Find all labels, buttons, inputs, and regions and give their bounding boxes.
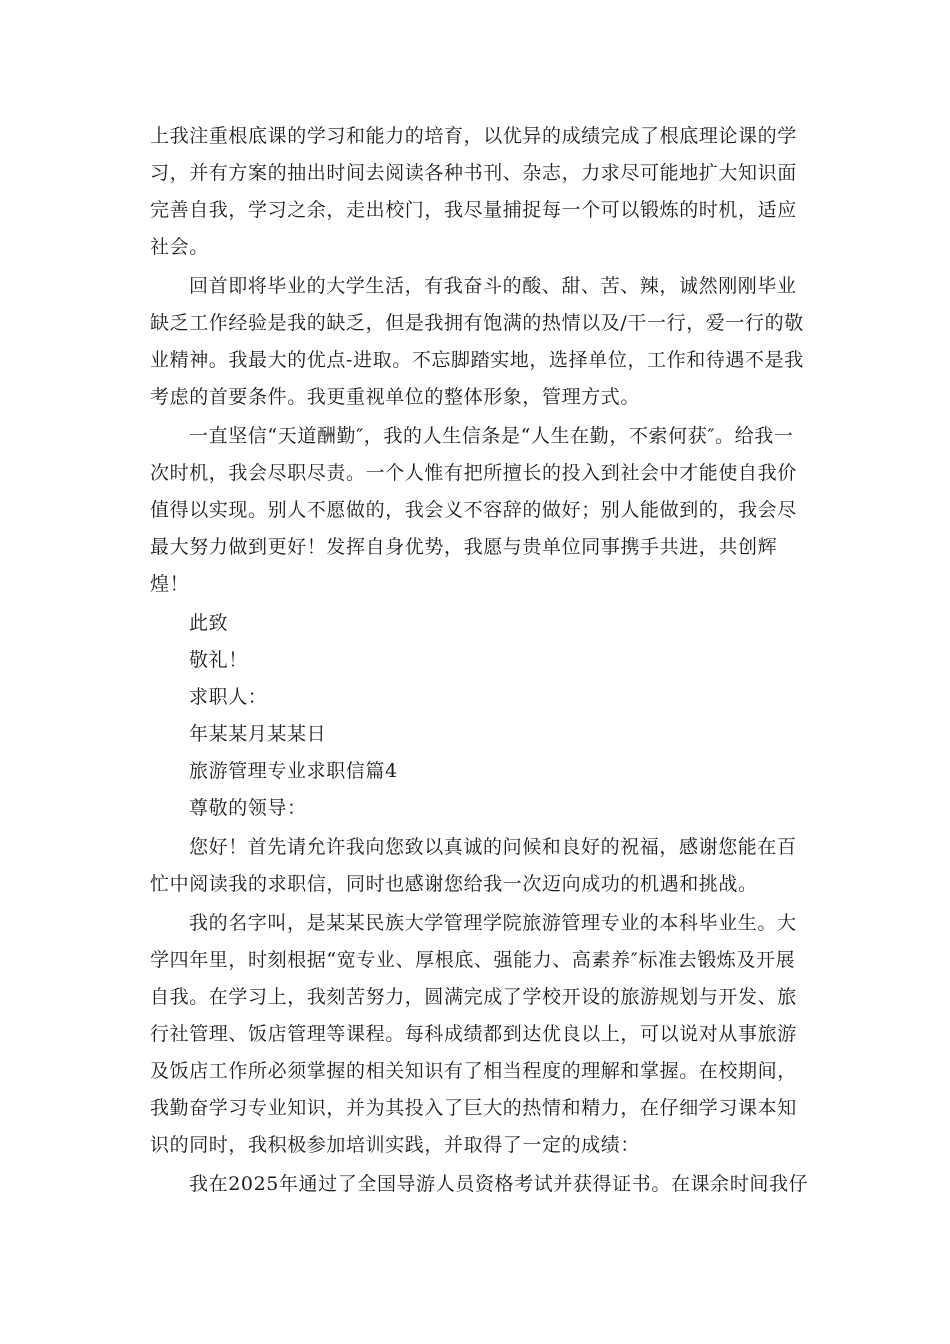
text-line: 最大努力做到更好！发挥自身优势，我愿与贵单位同事携手共进，共创辉 <box>150 536 778 558</box>
text-line: 社会。 <box>150 236 209 258</box>
greeting: 尊敬的领导： <box>189 797 307 819</box>
text-line: 业精神。我最大的优点-进取。不忘脚踏实地，选择单位，工作和待遇不是我 <box>150 349 804 371</box>
closing-regards: 敬礼！ <box>189 649 248 671</box>
text-line: 我勤奋学习专业知识，并为其投入了巨大的热情和精力，在仔细学习课本知 <box>150 1097 797 1119</box>
text-line: 自我。在学习上，我刻苦努力，圆满完成了学校开设的旅游规划与开发、旅 <box>150 986 797 1008</box>
closing-salutation: 此致 <box>189 612 229 634</box>
text-line: 忙中阅读我的求职信，同时也感谢您给我一次迈向成功的机遇和挑战。 <box>150 873 758 895</box>
section-title: 旅游管理专业求职信篇4 <box>189 760 398 782</box>
paragraph-start-line: 您好！首先请允许我向您致以真诚的问候和良好的祝福，感谢您能在百 <box>189 836 797 858</box>
text-line: 考虑的首要条件。我更重视单位的整体形象，管理方式。 <box>150 386 641 408</box>
text-line: 上我注重根底课的学习和能力的培育，以优异的成绩完成了根底理论课的学 <box>150 125 797 147</box>
text-line: 行社管理、饭店管理等课程。每科成绩都到达优良以上，可以说对从事旅游 <box>150 1023 797 1045</box>
text-line: 识的同时，我积极参加培训实践，并取得了一定的成绩： <box>150 1134 641 1156</box>
paragraph-start-line: 我的名字叫，是某某民族大学管理学院旅游管理专业的本科毕业生。大 <box>189 912 797 934</box>
text-line: 完善自我，学习之余，走出校门，我尽量捕捉每一个可以锻炼的时机，适应 <box>150 199 797 221</box>
text-line: 次时机，我会尽职尽责。一个人惟有把所擅长的投入到社会中才能使自我价 <box>150 462 797 484</box>
text-line: 学四年里，时刻根据“宽专业、厚根底、强能力、高素养″标准去锻炼及开展 <box>150 949 796 971</box>
text-line: 值得以实现。别人不愿做的，我会义不容辞的做好；别人能做到的，我会尽 <box>150 499 797 521</box>
paragraph-start-line: 回首即将毕业的大学生活，有我奋斗的酸、甜、苦、辣，诚然刚刚毕业 <box>189 275 797 297</box>
text-line: 缺乏工作经验是我的缺乏，但是我拥有饱满的热情以及/干一行，爱一行的敬 <box>150 312 804 334</box>
date-line: 年某某月某某日 <box>189 723 327 745</box>
text-line: 习，并有方案的抽出时间去阅读各种书刊、杂志，力求尽可能地扩大知识面 <box>150 162 797 184</box>
signature-label: 求职人： <box>189 686 268 708</box>
text-line: 及饭店工作所必须掌握的相关知识有了相当程度的理解和掌握。在校期间， <box>150 1060 797 1082</box>
paragraph-start-line: 我在2025年通过了全国导游人员资格考试并获得证书。在课余时间我仔 <box>189 1173 809 1195</box>
paragraph-start-line: 一直坚信“天道酬勤″，我的人生信条是“人生在勤，不索何获″。给我一 <box>189 425 794 447</box>
text-line: 煌！ <box>150 573 190 595</box>
